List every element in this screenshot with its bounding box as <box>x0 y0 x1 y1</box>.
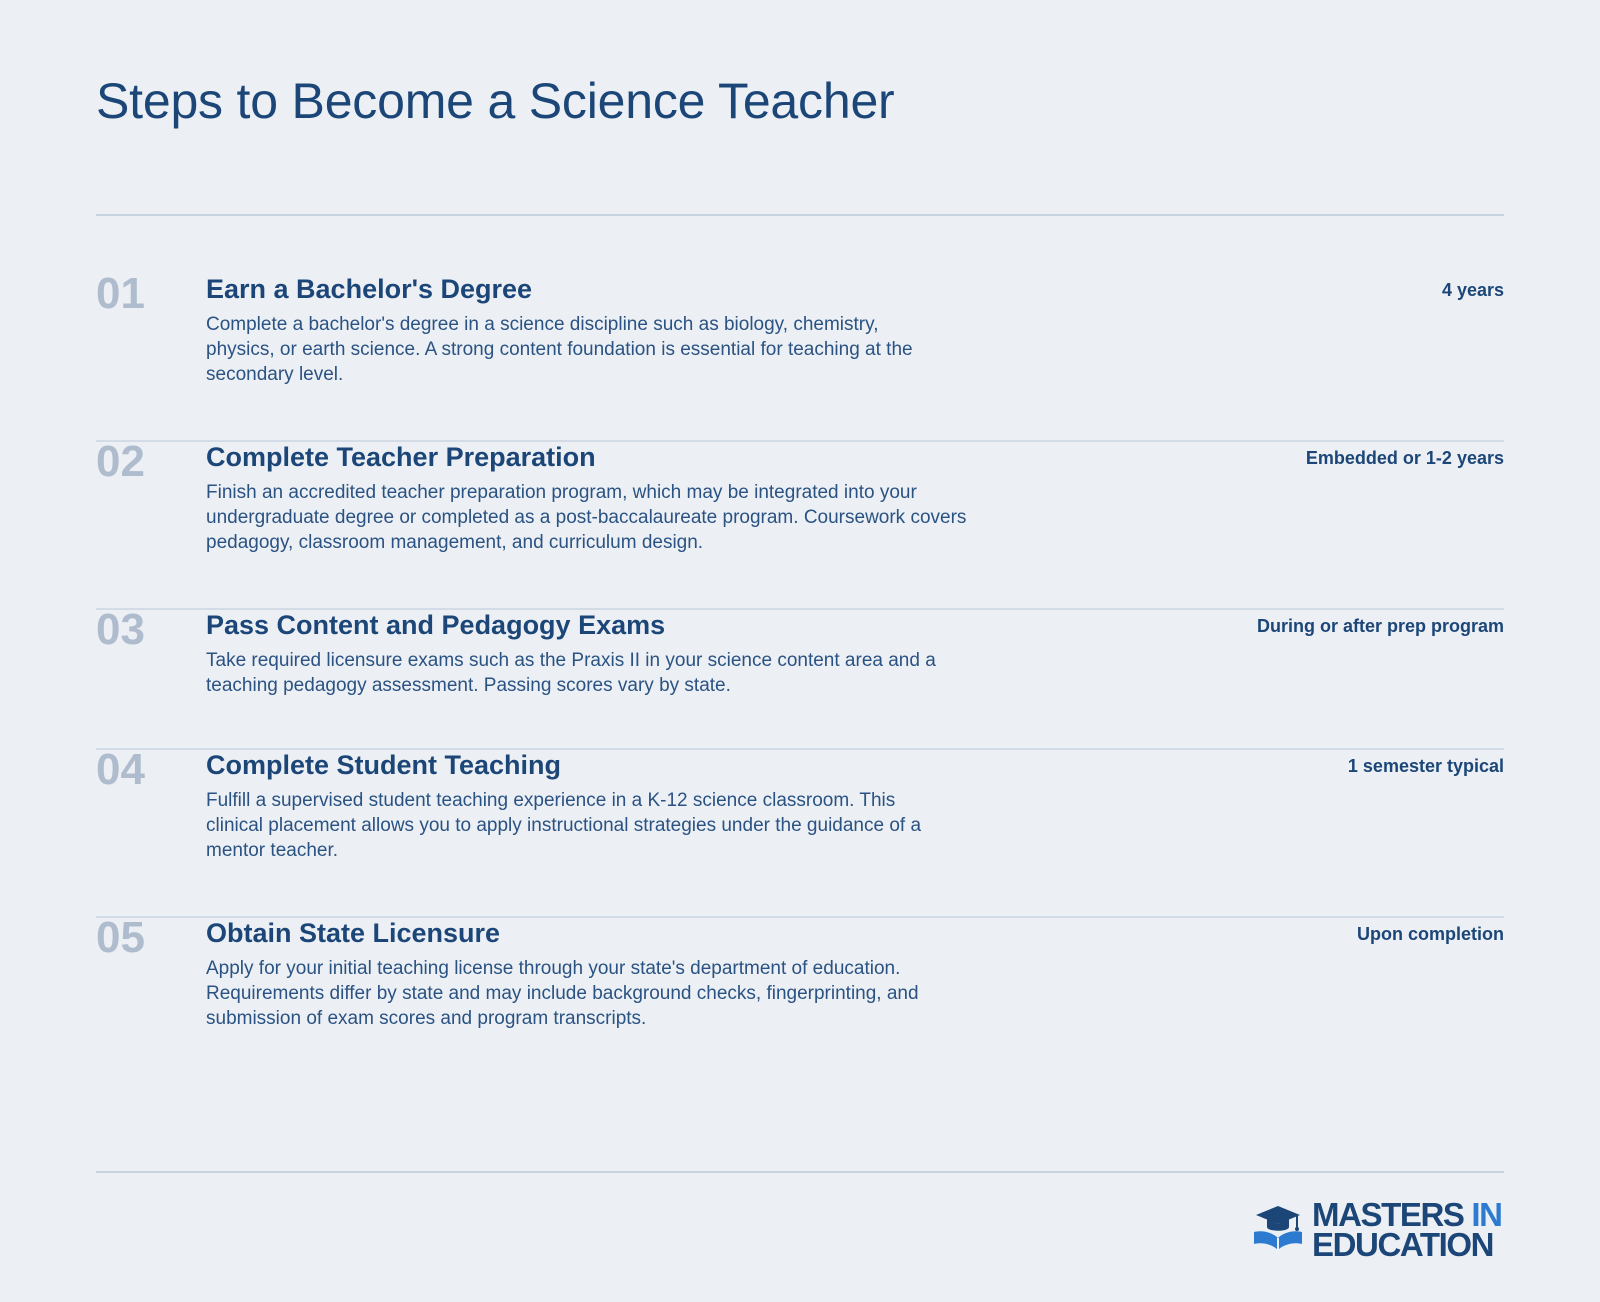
step-duration: 4 years <box>1441 280 1504 300</box>
step-duration: Embedded or 1-2 years <box>1305 448 1504 468</box>
step-description: Complete a bachelor's degree in a science discipline such as biology, chemistry, physics, or earth science. A strong content foundation is essential for teaching at the secondary level. <box>206 314 913 385</box>
step-number: 02 <box>96 437 145 486</box>
logo-education-text: EDUCATION <box>1312 1226 1494 1263</box>
step-number: 01 <box>96 269 145 318</box>
graduation-cap-book-icon <box>1252 1204 1304 1252</box>
masters-in-education-logo <box>1252 1196 1504 1263</box>
step-title: Pass Content and Pedagogy Exams <box>206 610 666 640</box>
step-title: Obtain State Licensure <box>206 918 501 948</box>
step-duration: Upon completion <box>1357 924 1504 944</box>
step-description: Finish an accredited teacher preparation program, which may be integrated into your undergraduate degree or completed as a post-baccalaureate program. Coursework covers pedagogy, classroom management, and curriculum design. <box>206 482 967 553</box>
step-description: Fulfill a supervised student teaching experience in a K-12 science classroom. This clinical placement allows you to apply instructional strategies under the guidance of a mentor teacher. <box>206 790 922 861</box>
step-title: Complete Student Teaching <box>206 750 562 780</box>
step-title: Complete Teacher Preparation <box>206 442 596 472</box>
logo-wordmark <box>1312 1196 1502 1263</box>
step-description: Apply for your initial teaching license through your state's department of education. Requirements differ by state and may include background checks, fingerprinting, and submission of exam scores and program transcripts. <box>206 958 919 1029</box>
step-title: Earn a Bachelor's Degree <box>206 274 533 304</box>
step-description: Take required licensure exams such as the Praxis II in your science content area and a teaching pedagogy assessment. Passing scores vary by state. <box>206 650 936 696</box>
step-duration: During or after prep program <box>1256 616 1504 636</box>
step-number: 05 <box>96 913 145 962</box>
page-title: Steps to Become a Science Teacher <box>96 73 895 129</box>
step-number: 03 <box>96 605 145 654</box>
footer-divider <box>96 1171 1504 1173</box>
step-duration: 1 semester typical <box>1347 756 1504 776</box>
logo-masters-text: MASTERS <box>1312 1196 1464 1233</box>
step-number: 04 <box>96 745 145 794</box>
header-divider <box>96 214 1504 216</box>
logo-in-text: IN <box>1471 1196 1502 1233</box>
